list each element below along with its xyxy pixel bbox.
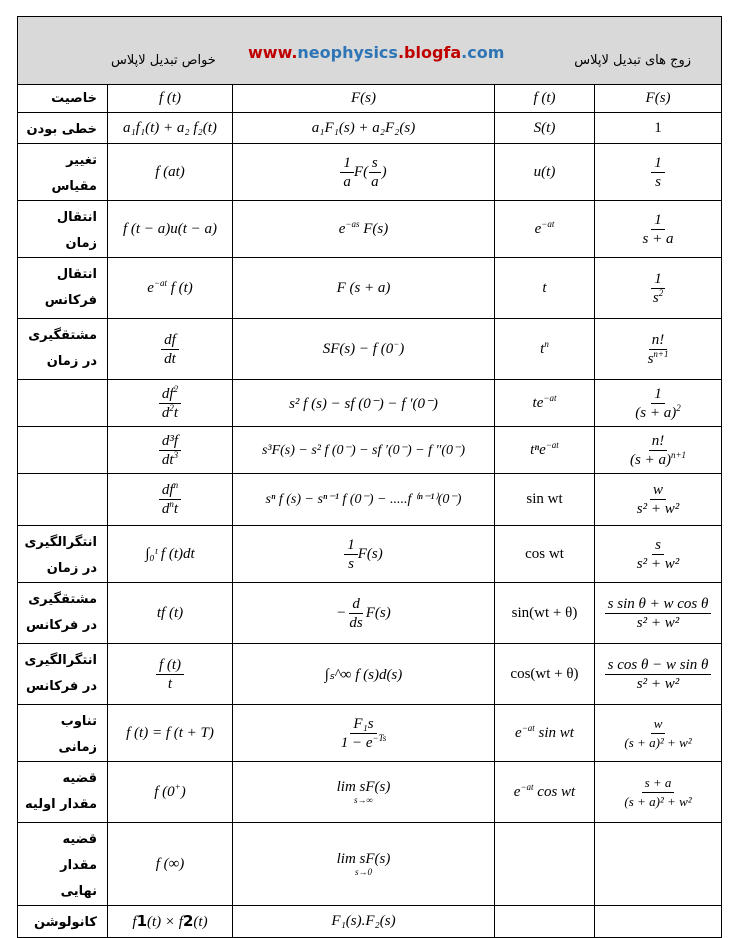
- pair-fs: $\frac{\text{s cos θ − w sin θ}}{\text{s² + w²}}$: [595, 644, 722, 705]
- prop-fs: $\frac{\text{F₁s}}{1 - e^{-Ts}}$: [233, 705, 495, 762]
- row-label: [18, 380, 108, 427]
- row-label: [18, 474, 108, 526]
- pair-fs: [595, 823, 722, 906]
- pair-ft: cos(wt + θ): [495, 644, 595, 705]
- prop-ft: $e^{-at}$ f (t): [108, 258, 233, 319]
- table-row: [18, 583, 722, 644]
- prop-ft: f (t − a)u(t − a): [108, 201, 233, 258]
- table-row: [18, 144, 722, 201]
- pair-fs: $\frac{1}{(s + a)^2}$: [595, 380, 722, 427]
- prop-fs: lim sF(s) s→∞: [233, 762, 495, 823]
- pair-fs: [595, 906, 722, 938]
- title-banner: [18, 17, 722, 85]
- table-row: [18, 474, 722, 526]
- table-row: [18, 526, 722, 583]
- row-label: تناوب زمانی: [18, 705, 108, 762]
- table-row: [18, 319, 722, 380]
- prop-ft: f (∞): [108, 823, 233, 906]
- pair-ft: [495, 906, 595, 938]
- row-label: قضیه مقدار اولیه: [18, 762, 108, 823]
- prop-ft: a₁f₁(t) + a₂ f₂(t): [108, 113, 233, 144]
- row-label: تغییر مقیاس: [18, 144, 108, 201]
- row-label: انتگرالگیری در فرکانس: [18, 644, 108, 705]
- prop-ft: f (0+): [108, 762, 233, 823]
- pair-fs: $\frac{n!}{(s + a)^{n+1}}$: [595, 427, 722, 474]
- prop-fs: F (s + a): [233, 258, 495, 319]
- pair-ft: sin wt: [495, 474, 595, 526]
- pair-ft: S(t): [495, 113, 595, 144]
- laplace-table-sheet: [17, 16, 721, 930]
- row-label: مشتقگیری در زمان: [18, 319, 108, 380]
- pair-fs: $\frac{s + a}{\text{(s + a)² + w²}}$: [595, 762, 722, 823]
- pair-ft: $e^{-at}$ cos wt: [495, 762, 595, 823]
- row-label: [18, 427, 108, 474]
- laplace-table: [17, 16, 722, 938]
- row-label: انتقال فرکانس: [18, 258, 108, 319]
- prop-ft: f1(t) × f2(t): [108, 906, 233, 938]
- site-neo: neophysics: [297, 43, 398, 62]
- pair-ft: u(t): [495, 144, 595, 201]
- col-prop-ft: f (t): [108, 85, 233, 113]
- prop-ft: tf (t): [108, 583, 233, 644]
- pair-ft: t: [495, 258, 595, 319]
- pair-fs: $\frac{w}{\text{(s + a)² + w²}}$: [595, 705, 722, 762]
- pair-ft: sin(wt + θ): [495, 583, 595, 644]
- row-label: انتقال زمان: [18, 201, 108, 258]
- pair-fs: $\frac{w}{\text{s² + w²}}$: [595, 474, 722, 526]
- pair-fs: $\frac{1}{s + a}$: [595, 201, 722, 258]
- col-pair-ft: f (t): [495, 85, 595, 113]
- table-row: [18, 705, 722, 762]
- pairs-title: زوج های تبدیل لاپلاس: [574, 53, 692, 68]
- pair-fs: $\frac{\text{s sin θ + w cos θ}}{\text{s² + w²}}$: [595, 583, 722, 644]
- prop-ft: $\frac{\text{d³f}}{dt^3}$: [108, 427, 233, 474]
- prop-fs: − $\frac{d}{ds}$ F(s): [233, 583, 495, 644]
- pair-fs: $\frac{1}{s}$: [595, 144, 722, 201]
- col-pair-fs: F(s): [595, 85, 722, 113]
- pair-ft: $e^{-at}$ sin wt: [495, 705, 595, 762]
- table-row: [18, 258, 722, 319]
- prop-fs: $\frac{1}{a}$ F( $\frac{s}{a}$ ): [233, 144, 495, 201]
- table-row: [18, 823, 722, 906]
- site-www: www.: [248, 43, 298, 62]
- table-row: [18, 201, 722, 258]
- row-label: خطی بودن: [18, 113, 108, 144]
- prop-fs: s² f (s) − sf (0⁻) − f ′(0⁻): [233, 380, 495, 427]
- col-property: خاصیت: [18, 85, 108, 113]
- prop-ft: f (at): [108, 144, 233, 201]
- prop-fs: SF(s) − f (0−): [233, 319, 495, 380]
- properties-title: خواص تبدیل لاپلاس: [111, 53, 216, 68]
- table-row: [18, 644, 722, 705]
- prop-ft: ∫₀ᵗ f (t)dt: [108, 526, 233, 583]
- pair-ft: $e^{-at}$: [495, 201, 595, 258]
- prop-fs: lim sF(s) s→0: [233, 823, 495, 906]
- pair-ft: cos wt: [495, 526, 595, 583]
- prop-fs: F₁(s).F₂(s): [233, 906, 495, 938]
- table-row: [18, 113, 722, 144]
- table-row: [18, 427, 722, 474]
- row-label: قضیه مقدار نهایی: [18, 823, 108, 906]
- row-label: مشتقگیری در فرکانس: [18, 583, 108, 644]
- pair-ft: $t^n$: [495, 319, 595, 380]
- table-row: [18, 762, 722, 823]
- table-row: [18, 380, 722, 427]
- prop-fs: a₁F₁(s) + a₂F₂(s): [233, 113, 495, 144]
- table-row: [18, 906, 722, 938]
- col-prop-fs: F(s): [233, 85, 495, 113]
- column-header-row: [18, 85, 722, 113]
- pair-ft: tⁿe$^{-at}$: [495, 427, 595, 474]
- prop-fs: s³F(s) − s² f (0⁻) − sf ′(0⁻) − f ″(0⁻): [233, 427, 495, 474]
- row-label: انتگرالگیری در زمان: [18, 526, 108, 583]
- prop-ft: $\frac{df^2}{d^2t}$: [108, 380, 233, 427]
- site-com: .com: [461, 43, 505, 62]
- site-blog: .blogfa: [397, 43, 462, 62]
- prop-fs: $\frac{1}{s}$ F(s): [233, 526, 495, 583]
- pair-fs: $\frac{s}{\text{s² + w²}}$: [595, 526, 722, 583]
- prop-ft: $\frac{f (t)}{t}$: [108, 644, 233, 705]
- pair-fs: $\frac{1}{s^2}$: [595, 258, 722, 319]
- row-label: کانولوشن: [18, 906, 108, 938]
- prop-ft: f (t) = f (t + T): [108, 705, 233, 762]
- prop-ft: $\frac{df}{dt}$: [108, 319, 233, 380]
- pair-ft: [495, 823, 595, 906]
- prop-fs: sⁿ f (s) − sⁿ⁻¹ f (0⁻) − .....f ⁽ⁿ⁻¹⁾(0⁻): [233, 474, 495, 526]
- pair-ft: $te^{-at}$: [495, 380, 595, 427]
- prop-fs: $e^{-as}$ F(s): [233, 201, 495, 258]
- pair-fs: 1: [595, 113, 722, 144]
- prop-fs: ∫ₛ^∞ f (s)d(s): [233, 644, 495, 705]
- pair-fs: $\frac{n!}{s^{n+1}}$: [595, 319, 722, 380]
- prop-ft: $\frac{df^n}{d^nt}$: [108, 474, 233, 526]
- site-url[interactable]: [248, 43, 504, 62]
